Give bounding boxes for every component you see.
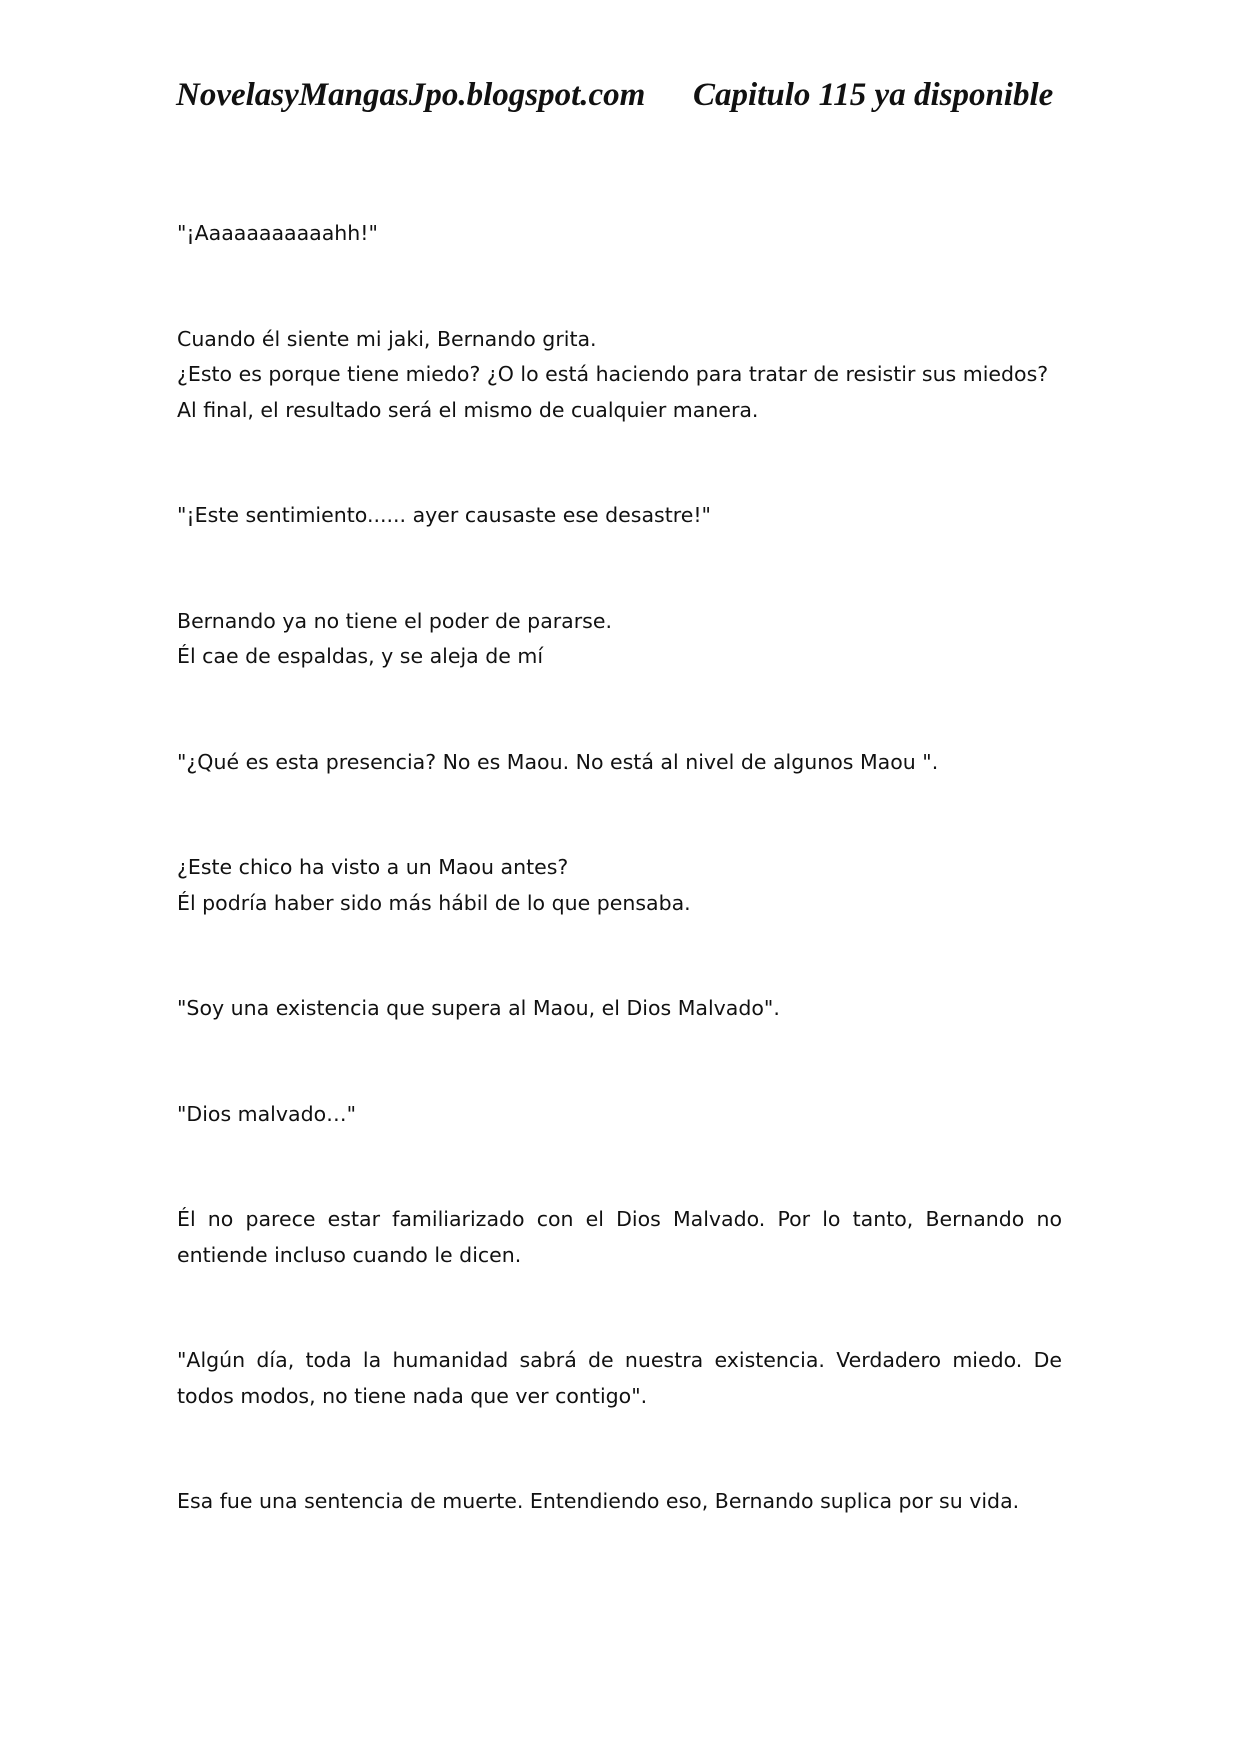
blog-url: NovelasyMangasJpo.blogspot.com <box>176 77 646 113</box>
text-line: ¿Esto es porque tiene miedo? ¿O lo está haciendo para tratar de resistir sus miedos? <box>177 362 1049 386</box>
paragraph: "Algún día, toda la humanidad sabrá de nuestra existencia. Verdadero miedo. De todos modos, no tiene nada que ver contigo". <box>177 1348 1062 1408</box>
paragraph <box>177 850 1062 921</box>
paragraph <box>177 745 1062 781</box>
text-line: Cuando él siente mi jaki, Bernando grita. <box>177 326 597 351</box>
text-line: Bernando ya no tiene el poder de pararse. <box>177 608 612 633</box>
paragraph <box>177 216 1062 252</box>
text-line: Esa fue una sentencia de muerte. Entendiendo eso, Bernando suplica por su vida. <box>177 1489 1020 1513</box>
paragraph <box>177 604 1062 675</box>
text-line: Él cae de espaldas, y se aleja de mí <box>177 644 544 668</box>
paragraph <box>177 1484 1062 1520</box>
dialogue-line: "Dios malvado…" <box>177 1101 357 1126</box>
paragraph <box>177 322 1062 429</box>
text-line: Él podría haber sido más hábil de lo que pensaba. <box>177 890 691 915</box>
chapter-notice: Capitulo 115 ya disponible <box>693 77 1054 113</box>
text-line: Al final, el resultado será el mismo de cualquier manera. <box>177 397 759 422</box>
paragraph <box>177 1097 1062 1133</box>
paragraph <box>177 991 1062 1027</box>
paragraph <box>177 498 1062 534</box>
page-header <box>176 70 1076 120</box>
paragraph: Él no parece estar familiarizado con el Dios Malvado. Por lo tanto, Bernando no entiende incluso cuando le dicen. <box>177 1207 1062 1267</box>
dialogue-line: "¡Aaaaaaaaaaahh!" <box>177 221 378 245</box>
dialogue-line: "Soy una existencia que supera al Maou, el Dios Malvado". <box>177 996 780 1020</box>
dialogue-line: "¡Este sentimiento...... ayer causaste ese desastre!" <box>177 503 711 527</box>
text-line: ¿Este chico ha visto a un Maou antes? <box>177 855 569 879</box>
story-text <box>177 216 1062 1520</box>
dialogue-line: "¿Qué es esta presencia? No es Maou. No está al nivel de algunos Maou ". <box>177 749 939 774</box>
